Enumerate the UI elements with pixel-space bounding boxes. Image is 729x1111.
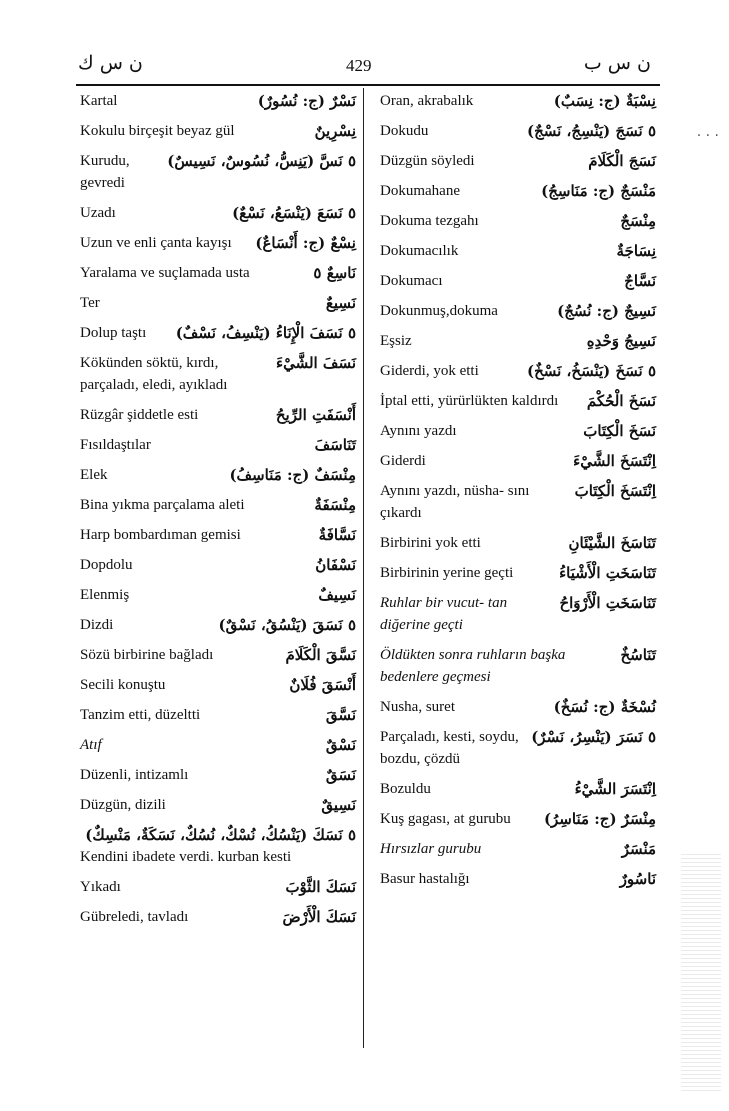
arabic-headword: نَسَخَ الْكِتَابَ [583, 422, 656, 440]
arabic-headword: ٥ نَسَجَ (يَنْسِجُ، نَسْجٌ) [526, 122, 656, 140]
header-left-letters: ن س ك [78, 52, 143, 74]
turkish-translation: Kokulu birçeşit beyaz gül [80, 123, 235, 139]
dictionary-entry [80, 262, 356, 284]
arabic-headword: نَسَّقَ [325, 706, 356, 724]
dictionary-entry [80, 794, 356, 816]
turkish-translation: Uzun ve enli çanta kayışı [80, 235, 232, 251]
dictionary-entry [80, 584, 356, 606]
arabic-headword: نَسَّقَ الْكَلَامَ [285, 646, 356, 664]
arabic-headword: ٥ نَسَرَ (يَنْسِرُ، نَسْرٌ) [531, 728, 656, 746]
arabic-headword: تَنَاسَخَتِ الْأَرْوَاحُ [559, 594, 656, 612]
turkish-translation: Elek [80, 467, 108, 483]
turkish-translation: Oran, akrabalık [380, 93, 474, 109]
turkish-translation: Kartal [80, 93, 118, 109]
turkish-translation: Basur hastalığı [380, 871, 470, 887]
dictionary-entry [80, 90, 356, 112]
turkish-translation: Dopdolu [80, 557, 133, 573]
dictionary-entry [80, 764, 356, 786]
dictionary-entry [80, 352, 356, 396]
dictionary-entry [80, 232, 356, 254]
turkish-translation: Bina yıkma parçalama aleti [80, 497, 245, 513]
arabic-headword: تَنَاسَفَ [314, 436, 356, 454]
arabic-headword: مَنْسَجٌ (ج: مَنَاسِجُ) [541, 182, 656, 200]
dictionary-entry [80, 322, 356, 344]
turkish-translation: Kendini ibadete verdi. kurban kesti [80, 849, 292, 865]
arabic-headword: نَسَّاجٌ [624, 272, 656, 290]
turkish-translation: Giderdi [380, 453, 426, 469]
dictionary-entry [80, 824, 356, 868]
arabic-headword: نَاسِعٌ ٥ [313, 264, 356, 282]
arabic-headword: ٥ نَسَفَ الْإِنَاءُ (يَنْسِفُ، نَسْفٌ) [175, 324, 356, 342]
turkish-translation: Fısıldaştılar [80, 437, 151, 453]
dictionary-entry [380, 726, 656, 770]
arabic-headword: تَنَاسُخٌ [620, 646, 656, 664]
arabic-headword: نَسْرٌ (ج: نُسُورٌ) [257, 92, 356, 110]
turkish-translation: İptal etti, yürürlükten kaldırdı [380, 393, 559, 409]
turkish-translation: Ter [80, 295, 100, 311]
arabic-headword: نِسْعٌ (ج: أَنْسَاعٌ) [255, 234, 356, 252]
arabic-headword: نَسِيجٌ (ج: نُسُجٌ) [557, 302, 656, 320]
dictionary-entry [80, 120, 356, 142]
arabic-headword: ٥ نَسَعَ (يَنْسَعُ، نَسْعٌ) [232, 204, 356, 222]
arabic-headword: ٥ نَسَّ (يَنِسُّ، نُسُوسٌ، نَسِيسٌ) [167, 152, 356, 170]
turkish-translation: Nusha, suret [380, 699, 455, 715]
turkish-translation: Yıkadı [80, 879, 121, 895]
column-divider [363, 88, 364, 1048]
arabic-headword: نِسْبَةٌ (ج: نِسَبٌ) [553, 92, 656, 110]
arabic-headword: نَسَّافَةٌ [318, 526, 356, 544]
turkish-translation: Eşsiz [380, 333, 412, 349]
turkish-translation: Dokumacı [380, 273, 443, 289]
arabic-headword: ٥ نَسَخَ (يَنْسَخُ، نَسْخٌ) [526, 362, 656, 380]
left-column [80, 90, 356, 936]
dictionary-entry [380, 644, 656, 688]
arabic-headword: اِنْتَسَخَ الْكِتَابَ [574, 482, 656, 500]
turkish-translation: Dokudu [380, 123, 429, 139]
page-number: 429 [346, 56, 372, 75]
arabic-headword: ٥ نَسَقَ (يَنْسُقُ، نَسْقٌ) [218, 616, 356, 634]
arabic-headword: أَنْسَقَ فُلَانٌ [289, 676, 356, 694]
dictionary-entry [380, 696, 656, 718]
dictionary-entry [80, 464, 356, 486]
arabic-headword: اِنْتَسَرَ الشَّيْءُ [574, 780, 656, 798]
turkish-translation: Dokunmuş,dokuma [380, 303, 498, 319]
turkish-translation: Birbirinin yerine geçti [380, 565, 514, 581]
arabic-headword: نَسَخَ الْحُكْمَ [586, 392, 656, 410]
turkish-translation: Parçaladı, kesti, soydu, bozdu, çözdü [380, 729, 519, 767]
dictionary-entry [380, 330, 656, 352]
turkish-translation: Bozuldu [380, 781, 431, 797]
arabic-headword: نَسَجَ الْكَلَامَ [588, 152, 656, 170]
turkish-translation: Ruhlar bir vucut- tan diğerine geçti [380, 595, 508, 633]
turkish-translation: Dolup taştı [80, 325, 147, 341]
dictionary-entry [380, 420, 656, 442]
turkish-translation: Kökünden söktü, kırdı, parçaladı, eledi, ayıkladı [80, 355, 228, 393]
turkish-translation: Birbirini yok etti [380, 535, 481, 551]
dictionary-entry [380, 90, 656, 112]
arabic-headword: نِسَاجَةٌ [616, 242, 656, 260]
arabic-headword: نِسْرِينٌ [314, 122, 356, 140]
arabic-headword: نَاسُورٌ [619, 870, 656, 888]
turkish-translation: Atıf [80, 737, 102, 753]
turkish-translation: Giderdi, yok etti [380, 363, 479, 379]
arabic-headword: نَسِيفٌ [318, 586, 356, 604]
dictionary-entry [80, 524, 356, 546]
turkish-translation: Gübreledi, tavladı [80, 909, 189, 925]
turkish-translation: Düzgün, dizili [80, 797, 166, 813]
dictionary-entry [380, 150, 656, 172]
dictionary-entry [80, 292, 356, 314]
dictionary-entry [380, 480, 656, 524]
header-right-letters: ن س ب [583, 52, 651, 74]
turkish-translation: Tanzim etti, düzeltti [80, 707, 201, 723]
turkish-translation: Harp bombardıman gemisi [80, 527, 241, 543]
turkish-translation: Hırsızlar gurubu [380, 841, 482, 857]
turkish-translation: Yaralama ve suçlamada usta [80, 265, 250, 281]
dictionary-entry [380, 210, 656, 232]
arabic-headword: نُسْخَةٌ (ج: نُسَخٌ) [553, 698, 656, 716]
arabic-headword: نَسَقٌ [325, 766, 356, 784]
header-rule [76, 84, 660, 86]
dictionary-entry [380, 270, 656, 292]
dictionary-entry [80, 554, 356, 576]
arabic-headword: مِنْسَجٌ [620, 212, 656, 230]
dictionary-entry [80, 704, 356, 726]
turkish-translation: Aynını yazdı, nüsha- sını çıkardı [380, 483, 530, 521]
dictionary-entry [80, 202, 356, 224]
turkish-translation: Kuş gagası, at gurubu [380, 811, 511, 827]
turkish-translation: Kurudu, gevredi [80, 153, 130, 191]
arabic-headword: نَسْقٌ [325, 736, 356, 754]
dictionary-entry [80, 906, 356, 928]
dictionary-entry [380, 240, 656, 262]
arabic-headword: مِنْسَرٌ (ج: مَنَاسِرُ) [543, 810, 656, 828]
dictionary-entry [80, 734, 356, 756]
dictionary-entry [380, 120, 656, 142]
turkish-translation: Secili konuştu [80, 677, 166, 693]
turkish-translation: Dokumahane [380, 183, 460, 199]
dictionary-entry [80, 434, 356, 456]
arabic-headword: نَسْفَانُ [315, 556, 356, 574]
turkish-translation: Düzenli, intizamlı [80, 767, 189, 783]
arabic-headword: مَنْسَرٌ [621, 840, 656, 858]
arabic-headword: ٥ نَسَكَ (يَنْسُكُ، نُسْكٌ، نُسُكٌ، نَسَكَةٌ، مَنْسِكٌ) [85, 826, 356, 844]
dictionary-entry [380, 808, 656, 830]
scan-noise [681, 851, 721, 1091]
turkish-translation: Rüzgâr şiddetle esti [80, 407, 199, 423]
dictionary-entry [80, 404, 356, 426]
dictionary-entry [380, 532, 656, 554]
turkish-translation: Aynını yazdı [380, 423, 457, 439]
dictionary-entry [80, 644, 356, 666]
dictionary-entry [380, 300, 656, 322]
arabic-headword: مِنْسَفَةٌ [314, 496, 356, 514]
dictionary-entry [380, 868, 656, 890]
dictionary-entry [380, 450, 656, 472]
arabic-headword: مِنْسَفٌ (ج: مَنَاسِفُ) [229, 466, 356, 484]
arabic-headword: تَنَاسَخَ الشَّيْئَانِ [568, 534, 656, 552]
turkish-translation: Dizdi [80, 617, 114, 633]
turkish-translation: Uzadı [80, 205, 116, 221]
dictionary-entry [380, 562, 656, 584]
dictionary-entry [380, 390, 656, 412]
arabic-headword: نَسَكَ الثَّوْبَ [285, 878, 356, 896]
arabic-headword: نَسِيقٌ [321, 796, 356, 814]
dictionary-entry [380, 180, 656, 202]
arabic-headword: نَسَفَ الشَّيْءَ [276, 354, 356, 372]
dictionary-entry [80, 494, 356, 516]
dictionary-entry [80, 674, 356, 696]
arabic-headword: نَسِيجُ وَحْدِهِ [586, 332, 656, 350]
turkish-translation: Dokumacılık [380, 243, 459, 259]
margin-marks: · · · [696, 128, 719, 144]
dictionary-entry [380, 592, 656, 636]
dictionary-entry [80, 614, 356, 636]
dictionary-entry [80, 876, 356, 898]
dictionary-entry [380, 838, 656, 860]
arabic-headword: اِنْتَسَخَ الشَّيْءَ [573, 452, 656, 470]
dictionary-entry [380, 360, 656, 382]
right-column [380, 90, 656, 898]
arabic-headword: نَسِيعٌ [325, 294, 356, 312]
dictionary-entry [80, 150, 356, 194]
turkish-translation: Öldükten sonra ruhların başka bedenlere geçmesi [380, 647, 566, 685]
turkish-translation: Elenmiş [80, 587, 130, 603]
turkish-translation: Düzgün söyledi [380, 153, 475, 169]
arabic-headword: نَسَكَ الْأَرْضَ [282, 908, 356, 926]
turkish-translation: Sözü birbirine bağladı [80, 647, 214, 663]
dictionary-entry [380, 778, 656, 800]
turkish-translation: Dokuma tezgahı [380, 213, 479, 229]
arabic-headword: أَنْسَفَتِ الرِّيحُ [275, 406, 356, 424]
arabic-headword: تَنَاسَخَتِ الْأَشْيَاءُ [559, 564, 656, 582]
